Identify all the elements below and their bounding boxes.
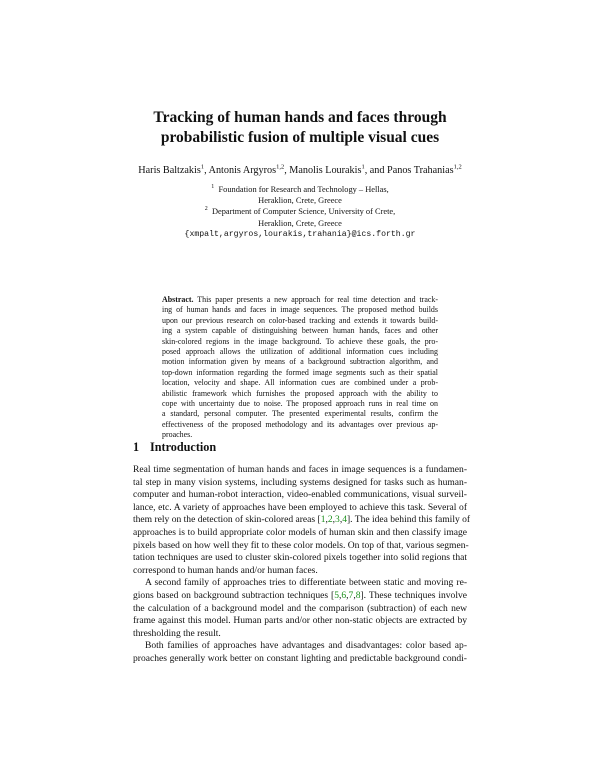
abstract-line: abilistic framework which furnishes the proposed approach with the ability to	[162, 388, 438, 398]
title-line-2: probabilistic fusion of multiple visual cues	[160, 129, 440, 146]
paper-title	[0, 108, 600, 148]
abstract-line: location, velocity and shape. All information cues are combined under a prob-	[162, 378, 438, 388]
body-line: Both families of approaches have advantages and disadvantages: color based ap-	[145, 640, 467, 652]
abstract-line: effectiveness of the proposed methodology and its advantages over previous ap-	[162, 419, 438, 429]
abstract-line: top-down information regarding the formed image segments such as their spatial	[162, 367, 438, 377]
section-number: 1	[133, 440, 140, 454]
abstract-label: Abstract.	[162, 295, 194, 304]
body-line: approaches is to build appropriate color models of human skin and then classify image	[133, 526, 467, 538]
body-line: proaches generally work better on constant lighting and predictable background condi-	[133, 652, 467, 664]
affiliation-1-line-2: Heraklion, Crete, Greece	[258, 196, 342, 206]
citation-link[interactable]: 6	[341, 589, 347, 601]
title-line-1: Tracking of human hands and faces through	[153, 109, 447, 126]
citation-link[interactable]: 2	[327, 514, 333, 526]
body-line: pixels based on how well they fit to these color models. On top of that, various segmen-	[133, 539, 469, 551]
author: Haris Baltzakis$^1$	[138, 163, 205, 176]
body-line: Real time segmentation of human hands and faces in image sequences is a fundamen-	[133, 464, 467, 475]
abstract-line: ing a system capable of distinguishing between human hands, faces and other	[162, 326, 438, 336]
abstract-line: cope with uncertainty due to noise. The proposed approach runs in real time on	[162, 399, 438, 409]
abstract-line: posed approach allows the utilization of additional information cues including	[162, 347, 438, 357]
section-title: Introduction	[150, 440, 217, 454]
body-line: them rely on the detection of skin-colored areas [1,2,3,4]. The idea behind this family of	[133, 514, 471, 526]
abstract-line: ing of human hands and faces in image sequences. The proposed method builds	[162, 305, 438, 315]
affiliation-2-line-2: Heraklion, Crete, Greece	[258, 218, 342, 228]
body-text	[133, 464, 471, 666]
affiliations	[0, 184, 600, 240]
abstract-line: proaches.	[162, 430, 193, 440]
author: Manolis Lourakis$^1$	[289, 163, 365, 176]
abstract-line: Abstract. This paper presents a new approach for real time detection and track-	[162, 295, 438, 304]
author: Panos Trahanias$^{1,2}$	[387, 163, 462, 176]
citation-link[interactable]: 8	[355, 589, 361, 601]
body-line: gions based on background subtraction techniques [5,6,7,8]. These techniques involve	[133, 589, 467, 601]
body-line: frame against this model. Human parts and/or other non-static objects are extracted by	[133, 615, 467, 627]
affiliation-2-line-1: $^2$ Department of Computer Science, University of Crete,	[204, 206, 396, 217]
abstract-line: a standard, personal computer. The presented experimental results, confirm the	[162, 409, 438, 419]
section-heading	[133, 440, 216, 455]
body-line: A second family of approaches tries to differentiate between static and moving re-	[145, 577, 467, 589]
body-line: the calculation of a background model and the comparison (subtraction) of each new	[133, 602, 467, 614]
abstract-line: motion information given by means of a background subtraction algorithm, and	[162, 357, 438, 367]
author-list: Haris Baltzakis$^1$, Antonis Argyros$^{1,2}$, Manolis Lourakis$^1$, and Panos Trahanias$^{1,2}$	[138, 163, 462, 176]
citation-link[interactable]: 4	[342, 514, 347, 526]
abstract-line: skin-colored regions in the image background. To achieve these goals, the pro-	[162, 336, 438, 346]
body-line: tation techniques are used to cluster skin-colored pixels together into solid regions that	[133, 552, 467, 564]
author: Antonis Argyros$^{1,2}$	[208, 163, 285, 176]
author-emails: {xmpalt,argyros,lourakis,trahania}@ics.forth.gr	[184, 229, 416, 239]
body-line: tal step in many vision systems, including systems designed for tasks such as human-	[133, 476, 467, 488]
citation-link[interactable]: 1	[320, 514, 326, 526]
body-line: correspond to human hands and/or human faces.	[133, 564, 318, 576]
body-line: lance, etc. A variety of approaches have been employed to achieve this task. Several of	[133, 501, 467, 513]
abstract	[162, 295, 438, 441]
affiliation-1-line-1: $^1$ Foundation for Research and Technology – Hellas,	[211, 184, 389, 194]
abstract-line: upon our previous research on color-based tracking and extends it towards build-	[162, 315, 438, 325]
citation-link[interactable]: 3	[335, 514, 340, 526]
citation-link[interactable]: 7	[348, 589, 354, 601]
body-line: computer and human-robot interaction, video-enabled communications, visual surveil-	[133, 489, 467, 501]
body-line: thresholding the result.	[133, 627, 221, 639]
citation-link[interactable]: 5	[334, 589, 339, 601]
